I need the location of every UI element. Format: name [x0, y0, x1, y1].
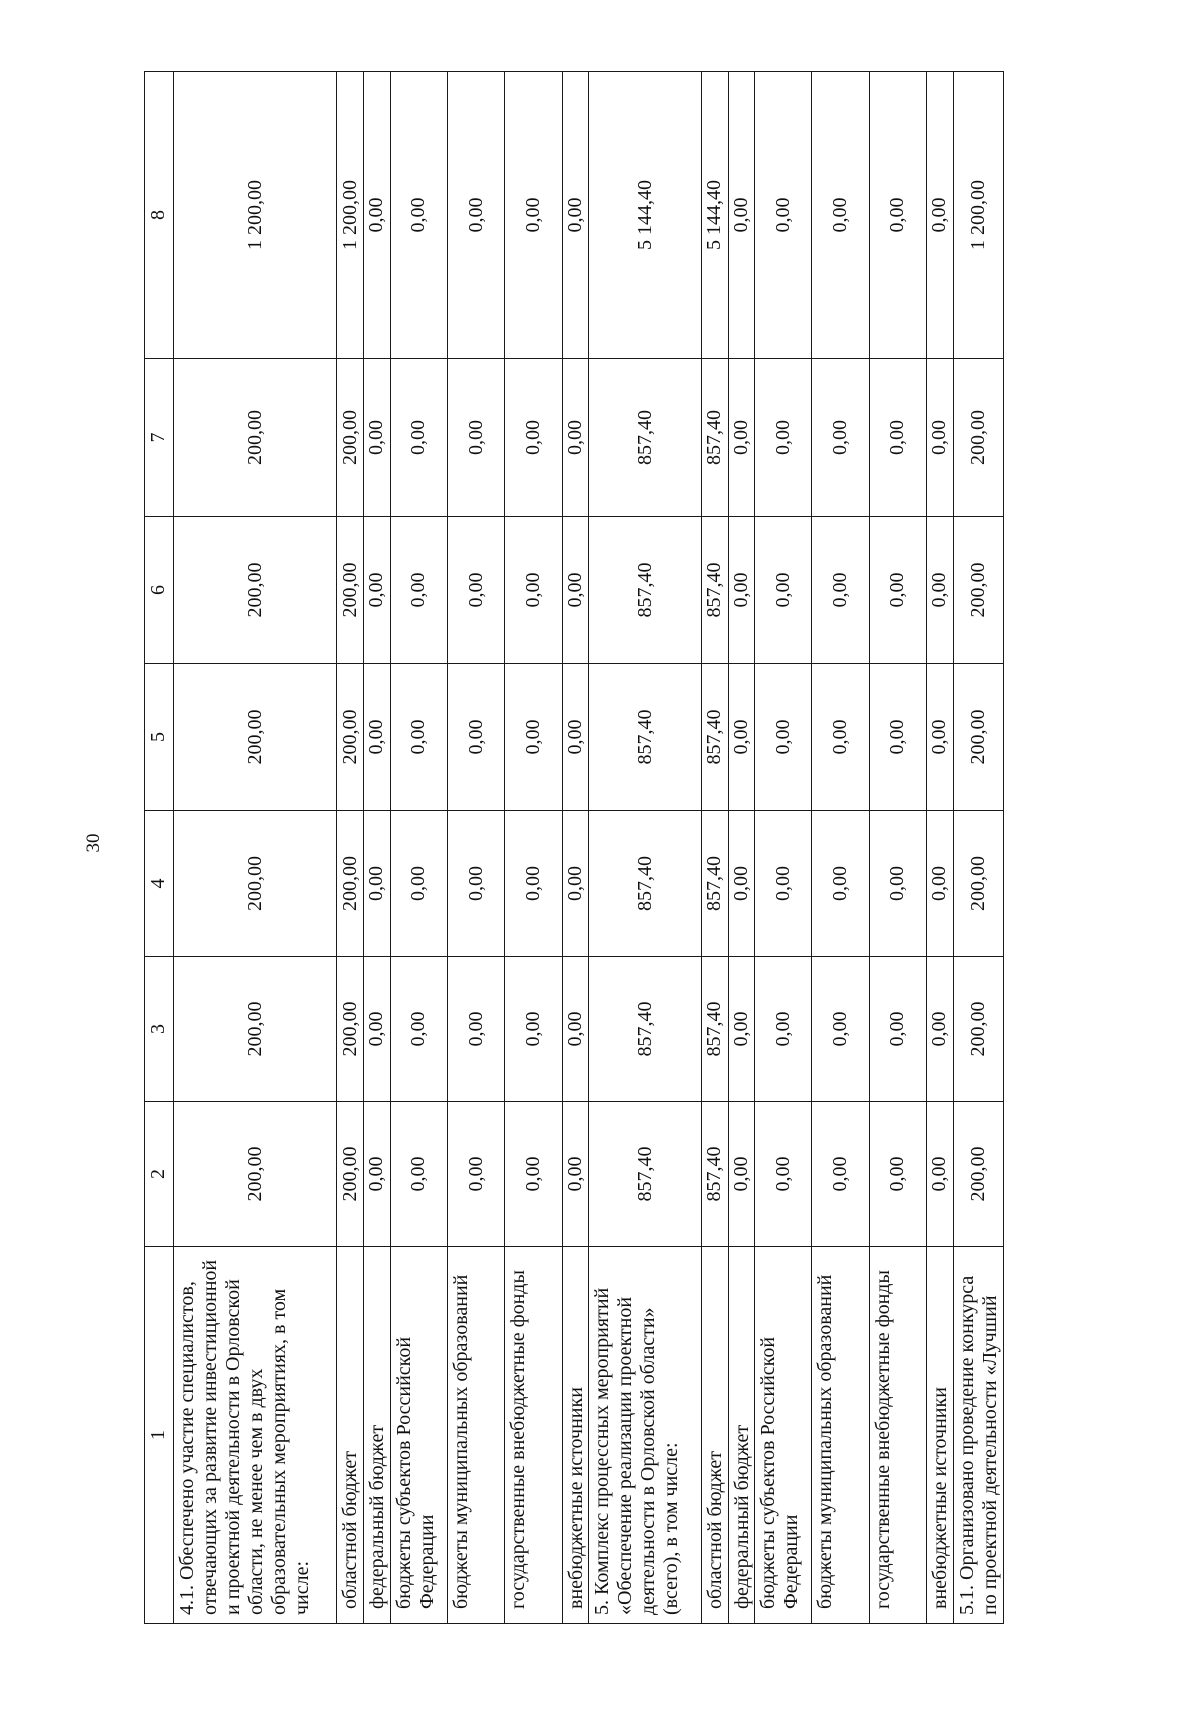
value-cell: 0,00	[927, 664, 954, 811]
row-label: бюджеты субъектов Российской Федерации	[755, 1247, 812, 1624]
total-cell: 0,00	[728, 72, 755, 359]
value-cell: 0,00	[505, 957, 562, 1102]
value-cell: 0,00	[728, 359, 755, 517]
value-cell: 200,00	[337, 811, 364, 957]
value-cell: 0,00	[448, 811, 505, 957]
value-cell: 200,00	[953, 1102, 1003, 1247]
value-cell: 857,40	[701, 957, 728, 1102]
row-label: областной бюджет	[337, 1247, 364, 1624]
value-cell: 200,00	[337, 517, 364, 664]
value-cell: 0,00	[869, 1102, 926, 1247]
total-cell: 5 144,40	[701, 72, 728, 359]
value-cell: 0,00	[755, 957, 812, 1102]
total-cell: 1 200,00	[173, 72, 337, 359]
value-cell: 200,00	[953, 811, 1003, 957]
table-row	[812, 72, 869, 1624]
value-cell: 0,00	[812, 517, 869, 664]
value-cell: 200,00	[173, 517, 337, 664]
row-label: государственные внебюджетные фонды	[505, 1247, 562, 1624]
value-cell: 0,00	[562, 359, 589, 517]
value-cell: 0,00	[364, 811, 391, 957]
table-row	[448, 72, 505, 1624]
value-cell: 0,00	[562, 811, 589, 957]
value-cell: 200,00	[953, 664, 1003, 811]
total-cell: 0,00	[505, 72, 562, 359]
header-cell: 7	[145, 359, 174, 517]
value-cell: 857,40	[701, 811, 728, 957]
value-cell: 0,00	[812, 957, 869, 1102]
row-label: внебюджетные источники	[927, 1247, 954, 1624]
value-cell: 200,00	[173, 811, 337, 957]
value-cell: 857,40	[589, 664, 702, 811]
value-cell: 0,00	[562, 517, 589, 664]
value-cell: 0,00	[812, 359, 869, 517]
total-cell: 0,00	[562, 72, 589, 359]
value-cell: 0,00	[755, 811, 812, 957]
value-cell: 0,00	[448, 664, 505, 811]
value-cell: 857,40	[589, 957, 702, 1102]
value-cell: 0,00	[390, 811, 447, 957]
total-cell: 0,00	[755, 72, 812, 359]
value-cell: 0,00	[562, 957, 589, 1102]
table-row	[337, 72, 364, 1624]
total-cell: 1 200,00	[337, 72, 364, 359]
total-cell: 1 200,00	[953, 72, 1003, 359]
value-cell: 0,00	[869, 811, 926, 957]
total-cell: 0,00	[390, 72, 447, 359]
value-cell: 0,00	[390, 517, 447, 664]
value-cell: 857,40	[589, 811, 702, 957]
value-cell: 0,00	[390, 957, 447, 1102]
table-row	[869, 72, 926, 1624]
value-cell: 200,00	[173, 1102, 337, 1247]
value-cell: 0,00	[755, 1102, 812, 1247]
table-row	[953, 72, 1003, 1624]
value-cell: 0,00	[755, 517, 812, 664]
value-cell: 0,00	[364, 664, 391, 811]
value-cell: 0,00	[562, 664, 589, 811]
value-cell: 857,40	[589, 517, 702, 664]
table-row	[562, 72, 589, 1624]
header-cell: 6	[145, 517, 174, 664]
table-row	[927, 72, 954, 1624]
total-cell: 0,00	[869, 72, 926, 359]
value-cell: 0,00	[390, 359, 447, 517]
value-cell: 0,00	[812, 811, 869, 957]
value-cell: 0,00	[728, 1102, 755, 1247]
row-label: областной бюджет	[701, 1247, 728, 1624]
value-cell: 857,40	[589, 1102, 702, 1247]
value-cell: 200,00	[173, 359, 337, 517]
row-label: бюджеты субъектов Российской Федерации	[390, 1247, 447, 1624]
value-cell: 857,40	[701, 664, 728, 811]
value-cell: 0,00	[755, 664, 812, 811]
value-cell: 0,00	[869, 957, 926, 1102]
value-cell: 200,00	[173, 957, 337, 1102]
value-cell: 0,00	[927, 359, 954, 517]
header-row	[145, 72, 174, 1624]
value-cell: 0,00	[562, 1102, 589, 1247]
header-cell: 1	[145, 1247, 174, 1624]
value-cell: 0,00	[728, 664, 755, 811]
row-label: 5.1. Организовано проведение конкурса по проектной деятельности «Лучший	[953, 1247, 1003, 1624]
value-cell: 0,00	[390, 664, 447, 811]
header-cell: 8	[145, 72, 174, 359]
value-cell: 0,00	[448, 517, 505, 664]
total-cell: 0,00	[364, 72, 391, 359]
value-cell: 0,00	[505, 517, 562, 664]
value-cell: 0,00	[728, 957, 755, 1102]
value-cell: 0,00	[364, 1102, 391, 1247]
row-label: федеральный бюджет	[364, 1247, 391, 1624]
value-cell: 200,00	[953, 517, 1003, 664]
table-row	[173, 72, 337, 1624]
value-cell: 0,00	[505, 1102, 562, 1247]
value-cell: 0,00	[505, 359, 562, 517]
table-row	[390, 72, 447, 1624]
header-cell: 5	[145, 664, 174, 811]
table-row	[505, 72, 562, 1624]
value-cell: 200,00	[173, 664, 337, 811]
value-cell: 0,00	[364, 517, 391, 664]
value-cell: 0,00	[812, 1102, 869, 1247]
value-cell: 0,00	[812, 664, 869, 811]
value-cell: 857,40	[701, 517, 728, 664]
table-row	[701, 72, 728, 1624]
value-cell: 0,00	[869, 359, 926, 517]
value-cell: 857,40	[701, 359, 728, 517]
value-cell: 857,40	[701, 1102, 728, 1247]
total-cell: 0,00	[812, 72, 869, 359]
value-cell: 0,00	[927, 1102, 954, 1247]
value-cell: 857,40	[589, 359, 702, 517]
total-cell: 5 144,40	[589, 72, 702, 359]
value-cell: 0,00	[505, 664, 562, 811]
row-label: бюджеты муниципальных образований	[448, 1247, 505, 1624]
page-number: 30	[83, 833, 104, 853]
value-cell: 0,00	[927, 811, 954, 957]
row-label: бюджеты муниципальных образований	[812, 1247, 869, 1624]
value-cell: 0,00	[869, 664, 926, 811]
total-cell: 0,00	[448, 72, 505, 359]
table-row	[589, 72, 702, 1624]
value-cell: 0,00	[927, 517, 954, 664]
value-cell: 0,00	[728, 517, 755, 664]
value-cell: 200,00	[337, 1102, 364, 1247]
table-row	[755, 72, 812, 1624]
row-label: внебюджетные источники	[562, 1247, 589, 1624]
value-cell: 0,00	[448, 957, 505, 1102]
value-cell: 0,00	[728, 811, 755, 957]
value-cell: 0,00	[364, 359, 391, 517]
value-cell: 200,00	[337, 664, 364, 811]
table-row	[728, 72, 755, 1624]
row-label: 4.1. Обеспечено участие специалистов, отвечающих за развитие инвестиционной и проектной деятельности в Орловской области, не менее чем в двух образовательных мероприятиях, в том числе:	[173, 1247, 337, 1624]
header-cell: 4	[145, 811, 174, 957]
header-cell: 2	[145, 1102, 174, 1247]
value-cell: 200,00	[337, 957, 364, 1102]
value-cell: 0,00	[448, 359, 505, 517]
header-cell: 3	[145, 957, 174, 1102]
value-cell: 200,00	[953, 957, 1003, 1102]
rotated-table-wrapper	[144, 72, 1004, 1624]
table-row	[364, 72, 391, 1624]
value-cell: 0,00	[505, 811, 562, 957]
value-cell: 0,00	[364, 957, 391, 1102]
budget-table	[144, 71, 1004, 1624]
value-cell: 0,00	[927, 957, 954, 1102]
value-cell: 200,00	[337, 359, 364, 517]
value-cell: 0,00	[755, 359, 812, 517]
value-cell: 0,00	[390, 1102, 447, 1247]
value-cell: 0,00	[448, 1102, 505, 1247]
row-label: 5. Комплекс процессных мероприятий «Обеспечение реализации проектной деятельности в Орловской области» (всего), в том числе:	[589, 1247, 702, 1624]
total-cell: 0,00	[927, 72, 954, 359]
value-cell: 200,00	[953, 359, 1003, 517]
value-cell: 0,00	[869, 517, 926, 664]
row-label: федеральный бюджет	[728, 1247, 755, 1624]
row-label: государственные внебюджетные фонды	[869, 1247, 926, 1624]
